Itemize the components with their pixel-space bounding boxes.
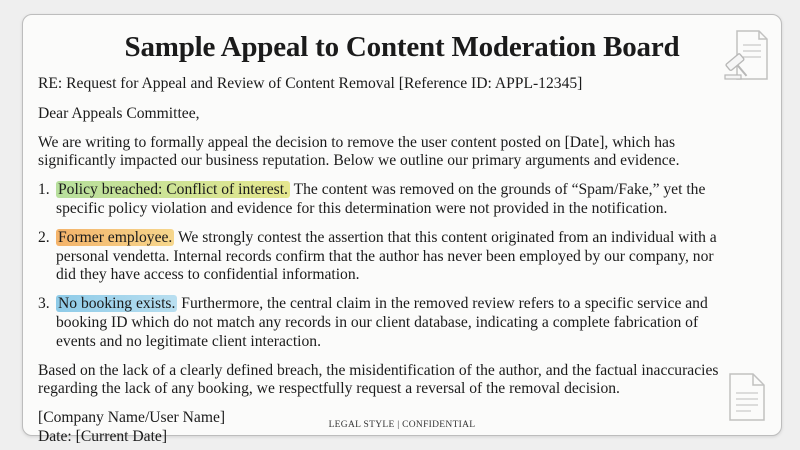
gavel-document-icon: [723, 27, 771, 83]
item-number: 2.: [38, 228, 50, 246]
argument-item-3: [38, 295, 728, 351]
item-text: [56, 229, 728, 285]
appeal-letter-card: [22, 14, 782, 445]
item-body: We strongly contest the assertion that this content originated from an individual with a personal vendetta. Internal records confirm that the author has never been employed by our company, nor did they have access to confidential information.: [56, 228, 717, 284]
item-body: Furthermore, the central claim in the removed review refers to a specific service and booking ID which do not match any records in our client database, indicating a complete fabrication of events and no legitimate client interaction.: [56, 295, 708, 350]
intro-paragraph: We are writing to formally appeal the decision to remove the user content posted on [Date], which has significantly impacted our business reputation. Below we outline our primary arguments and evidence.: [38, 133, 680, 170]
item-body: The content was removed on the grounds of “Spam/Fake,” yet the specific policy violation and evidence for this determination were not provided in the notification.: [56, 181, 706, 217]
signature-name: [Company Name/User Name]: [38, 409, 226, 427]
document-icon: [727, 371, 767, 423]
closing-paragraph: Based on the lack of a clearly defined breach, the misidentification of the author, and the factual inaccuracies regarding the lack of any booking, we respectfully request a reversal of the removal decision.: [38, 361, 719, 398]
argument-item-1: [38, 181, 728, 219]
highlighted-heading: Policy breached: Conflict of interest.: [58, 181, 288, 199]
footer-label: LEGAL STYLE | CONFIDENTIAL: [328, 420, 476, 430]
page-title: Sample Appeal to Content Moderation Board: [124, 31, 680, 63]
item-number: 1.: [38, 181, 50, 199]
signature-date: Date: [Current Date]: [38, 427, 168, 445]
highlighted-heading: Former employee.: [58, 228, 173, 246]
item-text: [56, 295, 728, 351]
letter-body: [38, 75, 728, 447]
item-text: [56, 181, 728, 219]
highlighted-heading: No booking exists.: [58, 295, 176, 313]
salutation: Dear Appeals Committee,: [38, 104, 200, 122]
item-number: 3.: [38, 295, 50, 313]
reference-line: RE: Request for Appeal and Review of Content Removal [Reference ID: APPL-12345]: [38, 75, 583, 92]
argument-item-2: [38, 229, 728, 285]
